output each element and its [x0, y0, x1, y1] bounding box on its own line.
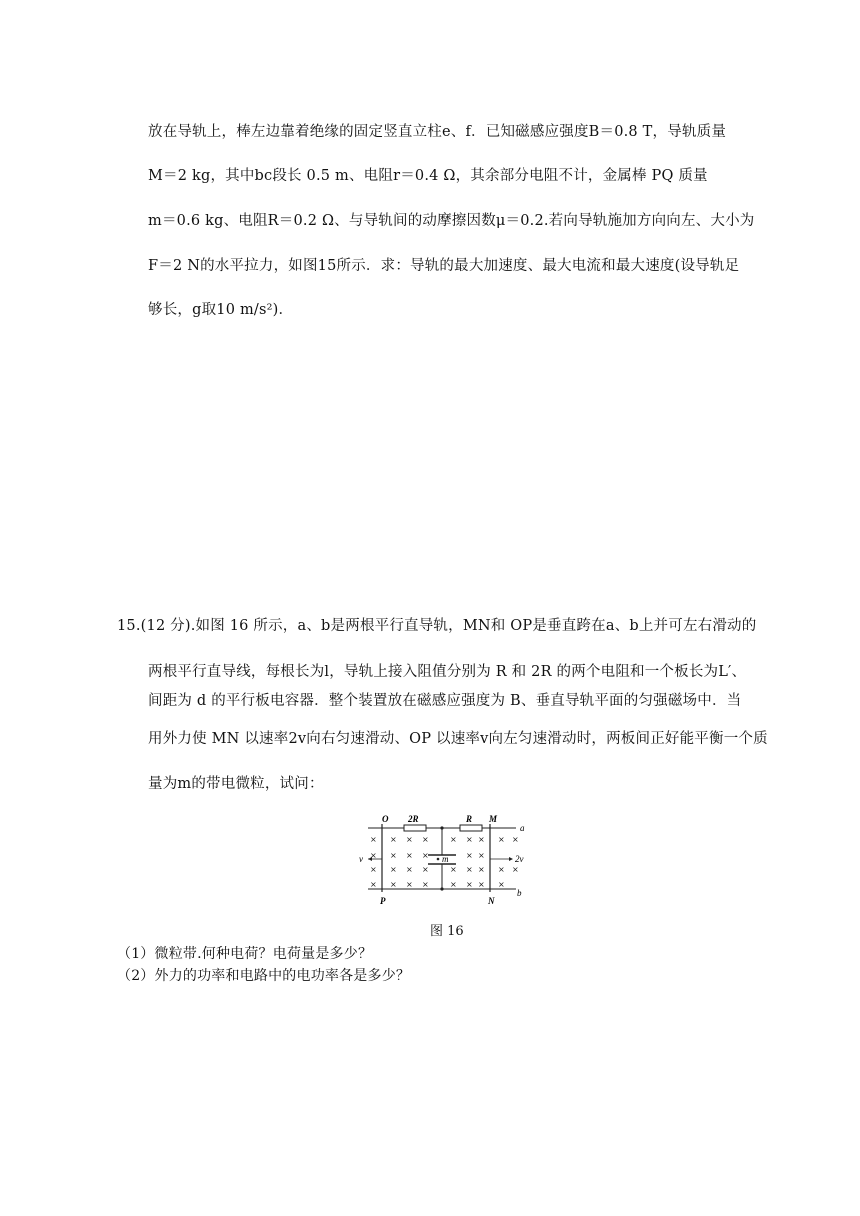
sub-question-2: （2）外力的功率和电路中的电功率各是多少？	[117, 968, 411, 984]
svg-text:×: ×	[370, 880, 377, 889]
sub-question-1: （1）微粒带.何种电荷？电荷量是多少？	[117, 946, 373, 962]
svg-text:×: ×	[498, 865, 505, 874]
svg-text:×: ×	[422, 851, 429, 860]
svg-text:×: ×	[370, 865, 377, 874]
label-2r: 2R	[408, 814, 419, 824]
label-2v: 2v	[515, 854, 524, 864]
label-o: O	[382, 814, 389, 824]
svg-text:×: ×	[390, 835, 397, 844]
text-line: M＝2 kg，其中bc段长 0.5 m、电阻r＝0.4 Ω，其余部分电阻不计，金属棒 PQ 质量	[148, 168, 708, 184]
label-m: M	[489, 814, 498, 824]
svg-text:×: ×	[466, 851, 473, 860]
svg-text:×: ×	[370, 851, 377, 860]
svg-text:×: ×	[512, 835, 519, 844]
svg-text:×: ×	[370, 835, 377, 844]
text-line: m＝0.6 kg、电阻R＝0.2 Ω、与导轨间的动摩擦因数μ＝0.2.若向导轨施加方向向左、大小为	[148, 213, 755, 229]
svg-text:×: ×	[478, 865, 485, 874]
label-p: P	[380, 896, 386, 906]
svg-text:×: ×	[498, 880, 505, 889]
question-line: 15.(12 分).如图 16 所示，a、b是两根平行直导轨，MN和 OP是垂直跨在a、b上并可左右滑动的	[117, 618, 757, 634]
svg-text:×: ×	[450, 835, 457, 844]
svg-text:×: ×	[478, 880, 485, 889]
resistor-2r	[404, 825, 426, 831]
figure-caption: 图 16	[430, 924, 464, 939]
question-line: 用外力使 MN 以速率2v向右匀速滑动、OP 以速率v向左匀速滑动时，两板间正好能平衡一个质	[148, 731, 768, 747]
svg-text:×: ×	[390, 851, 397, 860]
svg-text:×: ×	[422, 835, 429, 844]
svg-text:×: ×	[466, 835, 473, 844]
label-a: a	[520, 823, 525, 833]
svg-text:×: ×	[406, 851, 413, 860]
svg-text:×: ×	[478, 835, 485, 844]
svg-text:×: ×	[498, 835, 505, 844]
question-line: 两根平行直导线，每根长为l，导轨上接入阻值分别为 R 和 2R 的两个电阻和一个板长为L′、	[148, 664, 747, 680]
svg-text:×: ×	[406, 865, 413, 874]
label-particle-m: m	[442, 854, 449, 864]
svg-text:×: ×	[450, 865, 457, 874]
svg-text:×: ×	[450, 880, 457, 889]
svg-text:×: ×	[422, 865, 429, 874]
label-v: v	[359, 854, 363, 864]
text-line: F＝2 N的水平拉力，如图15所示．求：导轨的最大加速度、最大电流和最大速度(设导轨足	[148, 258, 740, 274]
svg-text:×: ×	[512, 865, 519, 874]
label-r: R	[466, 814, 473, 824]
question-line: 量为m的带电微粒，试问：	[148, 776, 324, 792]
svg-text:×: ×	[478, 851, 485, 860]
particle-dot	[437, 858, 440, 861]
svg-text:×: ×	[466, 865, 473, 874]
svg-text:×: ×	[466, 880, 473, 889]
svg-text:×: ×	[390, 880, 397, 889]
question-line: 间距为 d 的平行板电容器．整个装置放在磁感应强度为 B、垂直导轨平面的匀强磁场中．当	[148, 693, 742, 709]
label-b: b	[517, 888, 522, 898]
svg-text:×: ×	[390, 865, 397, 874]
svg-text:×: ×	[422, 880, 429, 889]
resistor-r	[460, 825, 482, 831]
svg-text:×: ×	[406, 835, 413, 844]
label-n: N	[488, 896, 495, 906]
svg-text:×: ×	[406, 880, 413, 889]
text-line: 放在导轨上，棒左边靠着绝缘的固定竖直立柱e、f．已知磁感应强度B＝0.8 T，导轨质量	[148, 124, 727, 140]
circuit-figure	[354, 812, 534, 908]
text-line: 够长，g取10 m/s²)．	[148, 302, 294, 318]
